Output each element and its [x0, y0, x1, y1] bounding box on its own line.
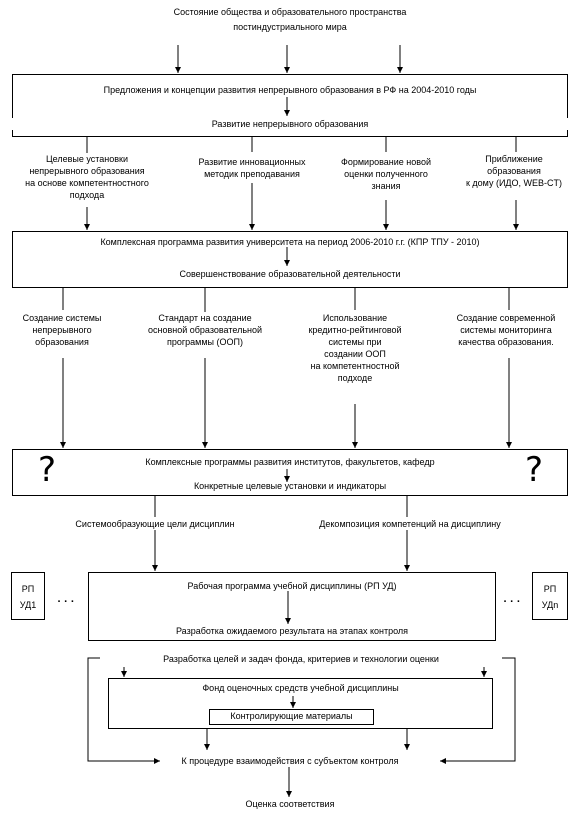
row2-item-standard-oop: Стандарт на создание основной образовательной программы (ООП)	[147, 313, 263, 347]
side-left-line-2: УД1	[19, 600, 37, 610]
question-mark-right: ?	[525, 450, 544, 490]
box3-title: Комплексные программы развития институтов, факультетов, кафедр	[145, 457, 435, 467]
row2-item-continuous-system: Создание системы непрерывного образования	[22, 313, 102, 347]
row2-item-credit-rating: Использование кредитно-рейтинговой системы при создании ООП на компетентностной подходе	[308, 313, 402, 383]
final-compliance: Оценка соответствия	[245, 799, 335, 809]
box2-subtitle: Совершенствование образовательной деятельности	[179, 269, 401, 279]
box6-inner: Контролирующие материалы	[230, 711, 353, 721]
box1-title: Предложения и концепции развития непрерывного образования в РФ на 2004-2010 годы	[103, 85, 477, 95]
process-interaction: К процедуре взаимодействия с субъектом контроля	[181, 756, 399, 766]
row1-item-assessment: Формирование новой оценки полученного знания	[341, 157, 431, 191]
ellipsis-right: · · ·	[503, 596, 521, 608]
question-mark-left: ?	[38, 450, 57, 490]
box4-subtitle: Разработка ожидаемого результата на этапах контроля	[175, 626, 409, 636]
ellipsis-left: · · ·	[57, 596, 75, 608]
row1-item-distance: Приближение образования к дому (ИДО, WEB-CT)	[465, 154, 563, 188]
box6-title: Фонд оценочных средств учебной дисциплины	[202, 683, 399, 693]
row3-decomposition: Декомпозиция компетенций на дисциплину	[319, 519, 501, 529]
box3-subtitle: Конкретные целевые установки и индикаторы	[193, 481, 387, 491]
row2-item-monitoring: Создание современной системы мониторинга качества образования.	[456, 313, 556, 347]
box5-title: Разработка целей и задач фонда, критериев и технологии оценки	[100, 653, 502, 665]
box1-subtitle: Развитие непрерывного образования	[12, 118, 568, 130]
row1-item-methods: Развитие инновационных методик преподавания	[198, 157, 306, 179]
side-box-rp-ud1	[11, 572, 45, 620]
side-box-rp-udn	[532, 572, 568, 620]
box4-title: Рабочая программа учебной дисциплины (РП УД)	[187, 581, 397, 591]
top-text-line-1: Состояние общества и образовательного пространства	[173, 7, 407, 17]
top-text-line-2: постиндустриального мира	[233, 22, 347, 32]
side-right-line-2: УДn	[541, 600, 559, 610]
side-left-line-1: РП	[21, 584, 35, 594]
box2-title: Комплексная программа развития университета на период 2006-2010 г.г. (КПР ТПУ - 2010)	[100, 237, 480, 247]
row1-item-targets: Целевые установки непрерывного образования на основе компетентностного подхода	[25, 154, 149, 200]
row3-system-goals: Системообразующие цели дисциплин	[75, 519, 235, 529]
side-right-line-1: РП	[543, 584, 557, 594]
